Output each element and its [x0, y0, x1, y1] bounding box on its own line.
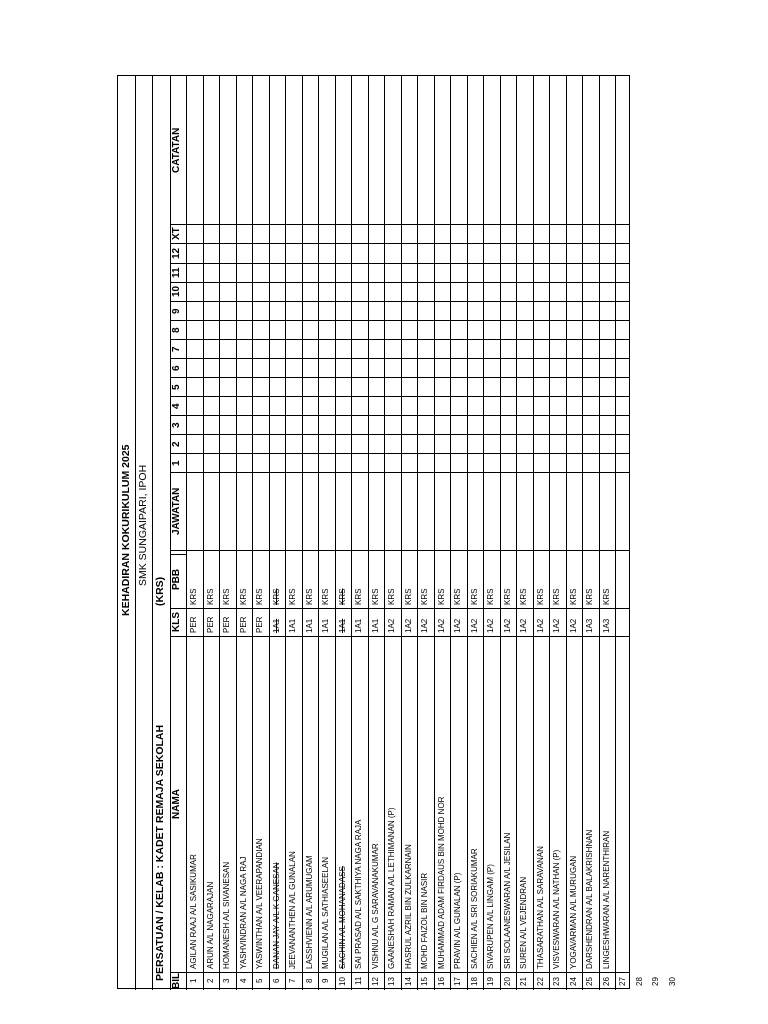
row-pbb: KRS: [585, 588, 594, 605]
column-header-week: 3: [171, 421, 182, 428]
row-nama: LINGESHWARAN A/L NARENTHIRAN: [601, 830, 611, 969]
row-bil: 26: [601, 976, 611, 986]
row-bil: 25: [585, 976, 594, 986]
column-line: [170, 243, 630, 244]
row-nama: ARUN A/L NAGARAJAN: [205, 881, 215, 969]
row-bil: 24: [568, 976, 578, 986]
row-line: [615, 76, 616, 990]
row-line: [203, 76, 204, 990]
row-bil: 2: [205, 978, 215, 983]
row-kls: PER: [205, 616, 215, 633]
row-pbb: KRS: [189, 588, 198, 605]
row-pbb: KRS: [304, 588, 314, 605]
row-nama: THASARATHAN A/L SARAVANAN: [535, 846, 545, 969]
row-bil: 18: [469, 976, 479, 986]
club-divider: [152, 76, 153, 990]
row-pbb: KRS: [271, 588, 281, 605]
row-pbb: KRS: [453, 588, 462, 605]
row-kls: 1A2: [403, 618, 413, 633]
row-bil: 28: [634, 976, 644, 986]
row-line: [335, 76, 336, 990]
row-bil: 30: [667, 976, 677, 986]
row-line: [384, 76, 385, 990]
school-name: SMK SUNGAIPARI, IPOH: [137, 464, 149, 586]
column-line: [170, 263, 630, 264]
column-header-week: 12: [171, 247, 182, 259]
row-line: [269, 76, 270, 990]
column-line: [170, 972, 630, 973]
column-line: [170, 377, 630, 378]
row-kls: PER: [238, 616, 248, 633]
row-nama: VISHNU A/L G SARAVANAKUMAR: [370, 843, 380, 969]
row-line: [368, 76, 369, 990]
row-line: [219, 76, 220, 990]
row-kls: 1A2: [436, 618, 446, 633]
row-kls: 1A3: [585, 618, 594, 633]
row-kls: 1A3: [601, 618, 611, 633]
row-line: [467, 76, 468, 990]
row-pbb: KRS: [321, 588, 330, 605]
column-header-week: 8: [171, 326, 182, 333]
column-line: [170, 301, 630, 302]
row-kls: 1A1: [271, 618, 281, 633]
column-header-week: 10: [171, 285, 182, 297]
club-code: (KRS): [154, 576, 166, 606]
column-line: [170, 320, 630, 321]
row-bil: 12: [370, 976, 380, 986]
column-header-catatan: CATATAN: [171, 127, 182, 173]
row-bil: 22: [535, 976, 545, 986]
attendance-sheet: [117, 75, 677, 989]
row-kls: 1A1: [321, 618, 330, 633]
row-nama: SACHIN A/L MOHANADASS: [337, 866, 347, 969]
row-bil: 5: [255, 978, 264, 983]
row-bil: 16: [436, 976, 446, 986]
row-pbb: KRS: [354, 588, 363, 605]
row-bil: 29: [651, 976, 660, 986]
row-kls: 1A1: [337, 618, 347, 633]
row-bil: 6: [271, 978, 281, 983]
column-line: [170, 224, 630, 225]
row-nama: DANAN JAY A/L K GANESAN: [271, 862, 281, 969]
row-nama: PRAVIN A/L GUNALAN (P): [453, 872, 462, 969]
row-line: [500, 76, 501, 990]
row-pbb: KRS: [255, 588, 264, 605]
row-line: [401, 76, 402, 990]
row-kls: 1A2: [552, 618, 561, 633]
column-line: [170, 550, 630, 551]
row-pbb: KRS: [552, 588, 561, 605]
row-pbb: KRS: [469, 588, 479, 605]
row-pbb: KRS: [370, 588, 380, 605]
row-kls: 1A2: [535, 618, 545, 633]
row-bil: 20: [502, 976, 512, 986]
row-line: [318, 76, 319, 990]
row-bil: 4: [238, 978, 248, 983]
row-kls: 1A2: [486, 618, 495, 633]
row-kls: 1A1: [354, 618, 363, 633]
column-header-kls: KLS: [171, 612, 182, 632]
row-bil: 10: [337, 976, 347, 986]
column-line: [170, 453, 630, 454]
row-pbb: KRS: [387, 588, 396, 605]
row-kls: 1A2: [519, 618, 528, 633]
row-nama: AGILAN RAAJ A/L SASIKUMAR: [189, 854, 198, 969]
row-line: [285, 76, 286, 990]
title-divider: [135, 76, 136, 990]
column-line: [170, 415, 630, 416]
column-line: [170, 608, 630, 609]
row-nama: SAI PRASAD A/L SAKTHIYA NAGA RAJA: [354, 819, 363, 969]
row-pbb: KRS: [502, 588, 512, 605]
row-nama: JEEVANANTHEN A/L GUNALAN: [288, 851, 297, 969]
row-kls: 1A2: [568, 618, 578, 633]
row-nama: SACHIEN A/L SRI SORIAKUMAR: [469, 848, 479, 969]
row-line: [236, 76, 237, 990]
column-header-bil: BIL: [171, 972, 182, 989]
column-header-week: XT: [171, 227, 182, 240]
row-nama: MUGILAN A/L SATHIASEELAN: [321, 856, 330, 969]
row-nama: YASWINTHAN A/L VEERAPANDIAN: [255, 838, 264, 969]
column-line: [170, 636, 630, 637]
column-header-week: 5: [171, 383, 182, 390]
column-header-pbb: PBB: [171, 568, 182, 590]
row-bil: 15: [420, 976, 429, 986]
column-header-week: 9: [171, 307, 182, 314]
row-pbb: KRS: [222, 588, 231, 605]
row-line: [302, 76, 303, 990]
row-pbb: KRS: [238, 588, 248, 605]
row-kls: 1A2: [502, 618, 512, 633]
row-bil: 1: [189, 978, 198, 983]
club-label: PERSATUAN / KELAB : KADET REMAJA SEKOLAH: [154, 724, 166, 981]
row-kls: 1A1: [304, 618, 314, 633]
column-line: [170, 434, 630, 435]
row-bil: 13: [387, 976, 396, 986]
column-header-week: 4: [171, 402, 182, 409]
row-kls: 1A2: [469, 618, 479, 633]
row-line: [483, 76, 484, 990]
row-pbb: KRS: [436, 588, 446, 605]
row-nama: VISVESWARAN A/L NATHAN (P): [552, 849, 561, 969]
row-bil: 17: [453, 976, 462, 986]
row-nama: SUREN A/L VEJENDRAN: [519, 876, 528, 969]
column-line: [170, 472, 630, 473]
row-line: [450, 76, 451, 990]
row-nama: LASSHVIENN A/L ARUMUGAM: [304, 855, 314, 969]
row-line: [549, 76, 550, 990]
row-nama: DARSHENDRAN A/L BALAKRISHNAN: [585, 829, 594, 969]
row-pbb: KRS: [601, 588, 611, 605]
column-header-week: 6: [171, 364, 182, 371]
sheet-title: KEHADIRAN KOKURIKULUM 2025: [120, 444, 132, 616]
row-line: [533, 76, 534, 990]
row-line: [566, 76, 567, 990]
row-nama: SRI SOLAANESWARAN A/L JESILAN: [502, 832, 512, 969]
row-pbb: KRS: [420, 588, 429, 605]
row-kls: 1A2: [453, 618, 462, 633]
row-bil: 14: [403, 976, 413, 986]
column-header-week: 2: [171, 440, 182, 447]
column-line: [170, 358, 630, 359]
row-kls: PER: [189, 616, 198, 633]
row-line: [351, 76, 352, 990]
row-pbb: KRS: [519, 588, 528, 605]
club-code-divider: [170, 554, 186, 555]
row-pbb: KRS: [403, 588, 413, 605]
row-bil: 27: [618, 976, 627, 986]
row-bil: 21: [519, 976, 528, 986]
row-bil: 11: [354, 976, 363, 985]
row-bil: 8: [304, 978, 314, 983]
row-pbb: KRS: [205, 588, 215, 605]
row-bil: 19: [486, 976, 495, 986]
column-header-jawatan: JAWATAN: [171, 487, 182, 535]
row-kls: PER: [255, 616, 264, 633]
row-pbb: KRS: [288, 588, 297, 605]
row-nama: YOGAVARMAN A/L MURUGAN: [568, 855, 578, 969]
row-nama: YASHVINDRAN A/L NAGA RAJ: [238, 856, 248, 969]
column-line: [170, 339, 630, 340]
row-line: [582, 76, 583, 990]
row-nama: HASRUL AZRIL BIN ZULKARNAIN: [403, 844, 413, 969]
row-nama: SIVARUPEN A/L LINGAM (P): [486, 864, 495, 969]
row-nama: MOHD FAIZOL BIN NASIR: [420, 872, 429, 969]
row-kls: 1A1: [370, 618, 380, 633]
row-bil: 7: [288, 978, 297, 983]
row-kls: 1A2: [420, 618, 429, 633]
column-header-week: 11: [171, 267, 182, 278]
row-nama: HOMANESH A/L SIVANESAN: [222, 861, 231, 969]
row-nama: MUHAMMAD ADAM FIRDAUS BIN MOHD NOR: [436, 796, 446, 969]
column-line: [170, 396, 630, 397]
row-line: [599, 76, 600, 990]
column-header-week: 1: [171, 459, 182, 466]
row-pbb: KRS: [535, 588, 545, 605]
row-kls: 1A2: [387, 618, 396, 633]
row-line: [516, 76, 517, 990]
column-header-week: 7: [171, 345, 182, 352]
row-pbb: KRS: [568, 588, 578, 605]
row-pbb: KRS: [486, 588, 495, 605]
row-line: [252, 76, 253, 990]
row-bil: 3: [222, 978, 231, 983]
column-header-nama: NAMA: [171, 789, 182, 819]
row-nama: GAANESHAH RAMAN A/L LETHIMANAN (P): [387, 807, 396, 969]
row-kls: 1A1: [288, 618, 297, 633]
row-pbb: KRS: [337, 588, 347, 605]
row-bil: 9: [321, 978, 330, 983]
row-bil: 23: [552, 976, 561, 986]
row-kls: PER: [222, 616, 231, 633]
header-divider-bottom: [186, 76, 187, 990]
row-line: [417, 76, 418, 990]
column-line: [170, 282, 630, 283]
row-line: [434, 76, 435, 990]
